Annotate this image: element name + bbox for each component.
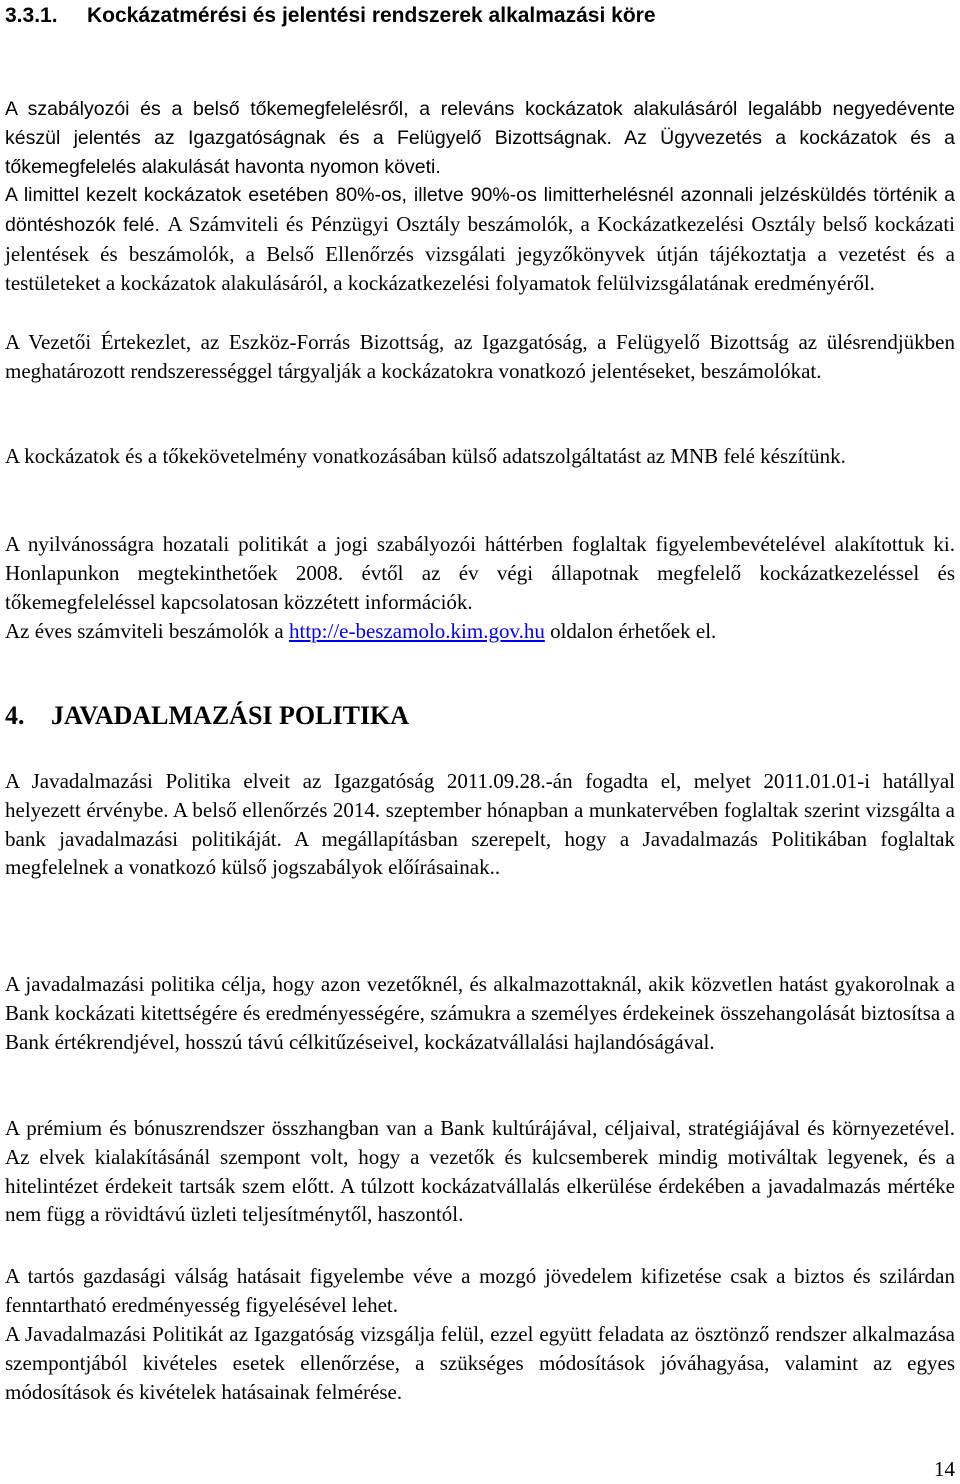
paragraph-limit-alert: A limittel kezelt kockázatok esetében 80%-os, illetve 90%-os limitterhelésnél azonnali jelzésküldés történik a döntéshozók felé.: [5, 184, 955, 236]
paragraph-remuneration-goal: A javadalmazási politika célja, hogy azon vezetőknél, és alkalmazottaknál, akik közvetlen hatást gyakorolnak a Bank kockázati kitettségére és eredményességére, számukra a személyes érdekeinek összehangolását biztosítsa a Bank értékrendjével, hosszú távú célkitűzéseivel, kockázatvállalási hajlandóságával.: [5, 972, 955, 1054]
paragraph-reporting: [5, 95, 955, 181]
paragraph-reporting-frequency: A szabályozói és a belső tőkemegfelelésről, a releváns kockázatok alakulásáról legalább negyedévente készül jelentés az Igazgatóságnak és a Felügyelő Bizottságnak. Az Ügyvezetés a kockázatok és a tőkemegfelelés alakulását havonta nyomon követi.: [5, 98, 955, 178]
section-number: 3.3.1.: [5, 4, 58, 27]
paragraph-crisis-effects: A tartós gazdasági válság hatásait figyelembe véve a mozgó jövedelem kifizetése csak a biztos és szilárdan fenntartható eredményesség figyelésével lehet.: [5, 1264, 955, 1317]
section-heading: [5, 2, 656, 30]
chapter-heading: [5, 700, 409, 732]
paragraph-limits: [5, 181, 955, 299]
paragraph-annual-reports: Az éves számviteli beszámolók a http://e-beszamolo.kim.gov.hu oldalon érhetőek el.: [5, 619, 717, 643]
paragraph-bonus-system: A prémium és bónuszrendszer összhangban van a Bank kultúrájával, céljaival, stratégiájával és környezetével. Az elvek kialakításánál szempont volt, hogy a vezetők és kulcsemberek mindig motiváltak legyenek, és a hitelintézet érdekeit tartsák szem előtt. A túlzott kockázatvállalás elkerülése érdekében a javadalmazás mértéke nem függ a rövidtávú üzleti teljesítménytől, haszontól.: [5, 1116, 955, 1227]
paragraph-policy-review: A Javadalmazási Politikát az Igazgatóság vizsgálja felül, ezzel együtt feladata az ösztönző rendszer alkalmazása szempontjából kivételes esetek ellenőrzése, a szükséges módosítások jóváhagyása, valamint az egyes módosítások és kivételek hatásainak felmérése.: [5, 1322, 955, 1404]
e-beszamolo-link[interactable]: http://e-beszamolo.kim.gov.hu: [288, 619, 545, 643]
page-number: 14: [934, 1457, 955, 1481]
paragraph-reports-departments: A Számviteli és Pénzügyi Osztály beszámolók, a Kockázatkezelési Osztály belső kockázati jelentések és beszámolók, a Belső Ellenőrzés vizsgálati jegyzőkönyvek útján tájékoztatja a vezetést és a testületeket a kockázatok alakulásáról, a kockázatkezelési folyamatok felülvizsgálatának eredményéről.: [5, 211, 956, 296]
paragraph-remuneration-approval: A Javadalmazási Politika elveit az Igazgatóság 2011.09.28.-án fogadta el, melyet 2011.01.01-i hatállyal helyezett érvénybe. A belső ellenőrzés 2014. szeptember hónapban a munkatervében foglaltak szerint vizsgálta a bank javadalmazási politikáját. A megállapításban szerepelt, hogy a Javadalmazás Politikában foglaltak megfelelnek a vonatkozó külső jogszabályok előírásainak..: [5, 769, 955, 880]
chapter-number: 4.: [5, 701, 25, 730]
section-title: Kockázatmérési és jelentési rendszerek alkalmazási köre: [87, 4, 656, 27]
paragraph-disclosure-policy: A nyilvánosságra hozatali politikát a jogi szabályozói háttérben foglaltak figyelembevételével alakítottuk ki. Honlapunkon megtekinthetőek 2008. évtől az év végi állapotnak megfelelő kockázatkezeléssel és tőkemegfeleléssel kapcsolatosan közzétett információk.: [5, 532, 955, 614]
chapter-title: JAVADALMAZÁSI POLITIKA: [51, 701, 410, 730]
paragraph-committees: A Vezetői Értekezlet, az Eszköz-Forrás Bizottság, az Igazgatóság, a Felügyelő Bizottság az ülésrendjükben meghatározott rendszerességgel tárgyalják a kockázatokra vonatkozó jelentéseket, beszámolókat.: [5, 330, 955, 383]
paragraph-mnb-reporting: A kockázatok és a tőkekövetelmény vonatkozásában külső adatszolgáltatást az MNB felé készítünk.: [5, 444, 846, 468]
